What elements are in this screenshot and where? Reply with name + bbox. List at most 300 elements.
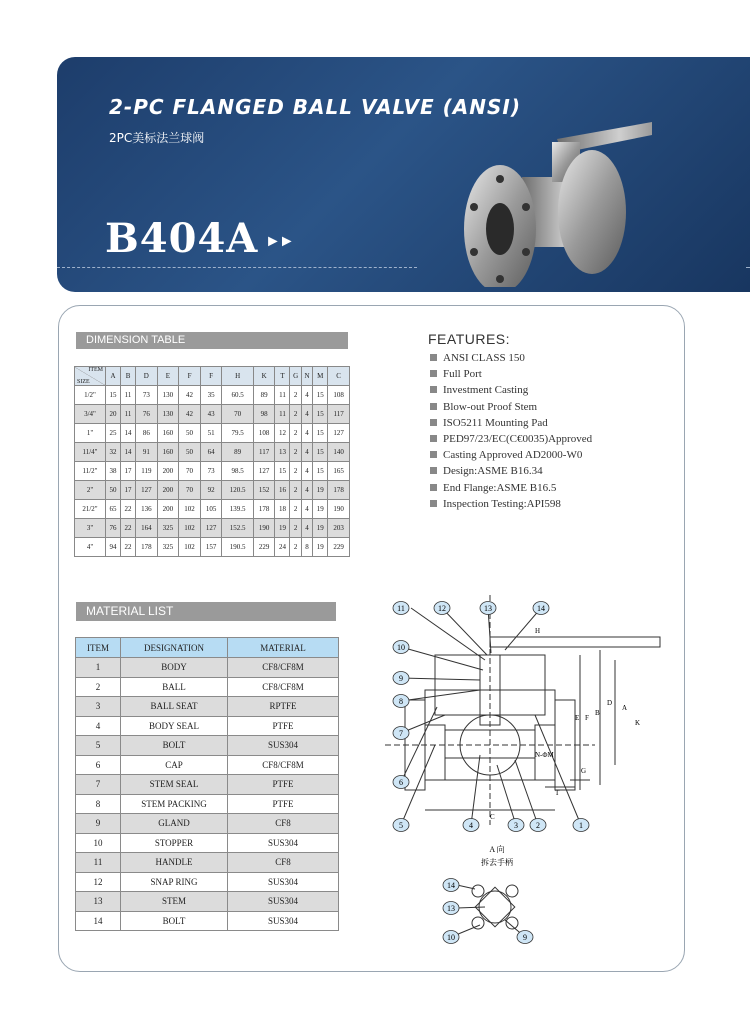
part-callout [517,931,533,944]
table-cell: 127 [136,481,158,500]
table-cell: 4 [301,519,312,538]
table-cell: 60.5 [222,386,253,405]
table-row [76,892,339,912]
column-header: D [136,367,158,386]
column-header: K [253,367,275,386]
table-row [76,736,339,756]
column-header: DESIGNATION [121,638,228,658]
table-cell: 17 [121,481,136,500]
part-callout [434,602,450,615]
table-cell: 13 [275,443,290,462]
table-cell: 8 [301,538,312,557]
table-cell: 102 [179,519,201,538]
callout-number: 2 [536,821,540,830]
feature-text: Investment Casting [443,384,529,397]
table-cell: 200 [157,500,179,519]
table-cell: 50 [106,481,121,500]
part-callout [393,776,409,789]
table-cell: 1/2" [75,386,106,405]
table-cell: PTFE [228,716,339,736]
table-row [75,386,350,405]
dimension-letter: G [581,767,587,775]
column-header: N [301,367,312,386]
table-cell: 140 [328,443,350,462]
table-cell: 35 [200,386,222,405]
table-row [76,755,339,775]
table-cell: BOLT [121,911,228,931]
dotted-divider-right [746,267,750,268]
table-cell: 11/4" [75,443,106,462]
table-cell: 1 [76,658,121,678]
product-title: 2-PC FLANGED BALL VALVE (ANSI) [109,95,521,119]
table-cell: 4" [75,538,106,557]
table-cell: 70 [179,462,201,481]
table-cell: CF8 [228,853,339,873]
bullet-icon [430,484,437,491]
column-header: A [106,367,121,386]
table-cell: 70 [222,405,253,424]
callout-number: 10 [397,643,405,652]
table-cell: 2 [290,462,301,481]
table-cell: 20 [106,405,121,424]
material-header-row [76,638,339,658]
table-cell: 11/2" [75,462,106,481]
table-cell: 15 [313,386,328,405]
dimension-letter: C [490,813,495,821]
table-cell: CAP [121,755,228,775]
table-cell: 190 [253,519,275,538]
column-header: G [290,367,301,386]
table-cell: 200 [157,481,179,500]
part-callout [533,602,549,615]
table-cell: 16 [275,481,290,500]
column-header: ITEM [76,638,121,658]
table-cell: 9 [76,814,121,834]
bullet-icon [430,370,437,377]
column-header: F [200,367,222,386]
table-cell: 105 [200,500,222,519]
part-callout [393,695,409,708]
feature-item [430,382,592,398]
table-cell: 11 [121,405,136,424]
dimension-letter: A [622,704,628,712]
table-cell: 13 [76,892,121,912]
table-cell: 50 [179,424,201,443]
table-cell: 98.5 [222,462,253,481]
callout-number: 13 [484,604,492,613]
table-cell: 14 [76,911,121,931]
table-cell: 152.5 [222,519,253,538]
table-cell: 5 [76,736,121,756]
feature-item [430,366,592,382]
table-cell: 24 [275,538,290,557]
table-row [75,405,350,424]
table-cell: 2 [290,500,301,519]
dimension-letter: K [635,719,641,727]
table-cell: 2 [290,424,301,443]
feature-item [430,496,592,512]
dotted-divider [57,267,417,268]
table-cell: 21/2" [75,500,106,519]
table-cell: 325 [157,538,179,557]
table-cell: 178 [328,481,350,500]
bullet-icon [430,419,437,426]
bullet-icon [430,354,437,361]
callout-number: 14 [537,604,545,613]
table-cell: 2 [290,443,301,462]
table-cell: 15 [313,424,328,443]
table-cell: 25 [106,424,121,443]
callout-number: 6 [399,778,403,787]
valve-section-drawing [385,595,675,955]
table-row [75,500,350,519]
bullet-icon [430,467,437,474]
table-cell: 119 [136,462,158,481]
table-cell: 94 [106,538,121,557]
dimension-letter: N-ΦM [535,751,554,759]
table-cell: BALL SEAT [121,697,228,717]
table-cell: CF8/CF8M [228,677,339,697]
table-cell: 2 [290,481,301,500]
table-cell: 136 [136,500,158,519]
table-cell: 200 [157,462,179,481]
callout-number: 5 [399,821,403,830]
table-row [75,462,350,481]
table-cell: 73 [136,386,158,405]
part-callout [530,819,546,832]
callout-number: 1 [579,821,583,830]
features-title: FEATURES: [428,331,511,347]
feature-text: Inspection Testing:API598 [443,497,561,510]
table-row [76,872,339,892]
table-cell: 160 [157,443,179,462]
table-cell: HANDLE [121,853,228,873]
table-cell: 229 [328,538,350,557]
table-cell: 2 [290,519,301,538]
table-cell: STEM [121,892,228,912]
dimension-letter: T [555,789,560,797]
table-cell: 92 [200,481,222,500]
table-cell: CF8 [228,814,339,834]
callout-number: 9 [523,933,527,942]
corner-item-label: ITEM [88,367,103,373]
callout-number: 13 [447,904,455,913]
table-cell: 4 [301,462,312,481]
table-cell: CF8/CF8M [228,755,339,775]
table-cell: 15 [106,386,121,405]
feature-text: Full Port [443,368,482,381]
product-subtitle: 2PC美标法兰球阀 [109,131,205,145]
table-cell: 127 [253,462,275,481]
table-cell: 139.5 [222,500,253,519]
table-cell: 8 [76,794,121,814]
table-cell: BODY SEAL [121,716,228,736]
callout-number: 12 [438,604,446,613]
table-row [76,716,339,736]
table-cell: 178 [253,500,275,519]
table-cell: 108 [253,424,275,443]
table-cell: 76 [106,519,121,538]
table-cell: 3" [75,519,106,538]
part-callout [480,602,496,615]
table-cell: GLAND [121,814,228,834]
feature-item [430,447,592,463]
table-cell: 190.5 [222,538,253,557]
table-cell: 102 [179,538,201,557]
dimension-table-heading: DIMENSION TABLE [76,332,348,349]
table-row [76,853,339,873]
table-cell: STOPPER [121,833,228,853]
table-cell: 7 [76,775,121,795]
part-callout [508,819,524,832]
table-cell: 4 [301,424,312,443]
table-cell: 42 [179,386,201,405]
table-row [76,775,339,795]
table-cell: 91 [136,443,158,462]
dimension-letter: E [575,714,580,722]
table-cell: 65 [106,500,121,519]
table-row [76,677,339,697]
table-cell: 178 [136,538,158,557]
table-cell: 15 [313,443,328,462]
view-sub-label: 拆去手柄 [481,858,513,867]
column-header: H [222,367,253,386]
feature-item [430,431,592,447]
table-cell: 4 [76,716,121,736]
column-header: C [328,367,350,386]
table-cell: 19 [313,538,328,557]
table-cell: 3 [76,697,121,717]
feature-item [430,350,592,366]
table-cell: 32 [106,443,121,462]
table-cell: 15 [275,462,290,481]
table-cell: 50 [179,443,201,462]
column-header: M [313,367,328,386]
table-cell: SUS304 [228,892,339,912]
dimension-letter: F [585,714,589,722]
view-label: A 向 [489,845,505,854]
table-cell: 18 [275,500,290,519]
table-cell: CF8/CF8M [228,658,339,678]
callout-number: 4 [469,821,473,830]
features-list [430,350,592,512]
table-cell: BODY [121,658,228,678]
table-row [76,658,339,678]
table-cell: SUS304 [228,833,339,853]
part-callout [443,879,459,892]
table-cell: 4 [301,500,312,519]
column-header: E [157,367,179,386]
part-callout [393,819,409,832]
feature-text: Blow-out Proof Stem [443,400,538,413]
callout-number: 3 [514,821,518,830]
feature-text: PED97/23/EC(C€0035)Approved [443,432,593,445]
table-row [76,814,339,834]
callout-number: 7 [399,729,403,738]
table-cell: STEM PACKING [121,794,228,814]
table-cell: 127 [200,519,222,538]
table-row [76,794,339,814]
table-cell: 190 [328,500,350,519]
table-cell: 89 [253,386,275,405]
table-cell: 89 [222,443,253,462]
table-cell: 165 [328,462,350,481]
table-cell: PTFE [228,794,339,814]
feature-text: Casting Approved AD2000-W0 [443,449,583,462]
table-cell: 14 [121,443,136,462]
table-row [76,697,339,717]
table-row [75,424,350,443]
table-cell: STEM SEAL [121,775,228,795]
part-callout [393,641,409,654]
table-cell: 14 [121,424,136,443]
corner-size-label: SIZE [77,379,90,385]
part-callout [393,672,409,685]
table-cell: SNAP RING [121,872,228,892]
table-cell: 120.5 [222,481,253,500]
table-cell: 108 [328,386,350,405]
table-cell: 64 [200,443,222,462]
table-cell: 130 [157,386,179,405]
table-cell: 2 [76,677,121,697]
table-cell: 2 [290,386,301,405]
bullet-icon [430,451,437,458]
table-cell: 15 [313,462,328,481]
dimension-table [74,366,350,557]
table-cell: 11 [275,405,290,424]
table-row [76,911,339,931]
table-cell: 4 [301,405,312,424]
part-callout [573,819,589,832]
table-cell: 164 [136,519,158,538]
feature-text: Design:ASME B16.34 [443,465,543,478]
table-cell: 1" [75,424,106,443]
callout-number: 8 [399,697,403,706]
table-cell: 152 [253,481,275,500]
table-cell: 86 [136,424,158,443]
table-cell: 2" [75,481,106,500]
column-header: MATERIAL [228,638,339,658]
table-cell: 11 [121,386,136,405]
table-cell: 51 [200,424,222,443]
table-cell: 4 [301,443,312,462]
bullet-icon [430,403,437,410]
table-cell: 70 [179,481,201,500]
table-row [76,833,339,853]
table-cell: RPTFE [228,697,339,717]
table-cell: 22 [121,538,136,557]
material-list-heading: MATERIAL LIST [76,602,336,621]
feature-text: End Flange:ASME B16.5 [443,481,557,494]
table-row [75,519,350,538]
callout-number: 11 [397,604,405,613]
bullet-icon [430,435,437,442]
table-cell: 160 [157,424,179,443]
valve-photo [452,87,652,287]
table-row [75,538,350,557]
table-cell: 19 [313,519,328,538]
column-header: F [179,367,201,386]
dimension-letter: D [607,699,613,707]
feature-item [430,480,592,496]
part-callout [463,819,479,832]
table-cell: SUS304 [228,911,339,931]
table-cell: SUS304 [228,872,339,892]
table-cell: 76 [136,405,158,424]
table-cell: 2 [290,538,301,557]
table-cell: 11 [275,386,290,405]
feature-text: ANSI CLASS 150 [443,352,525,364]
table-cell: 127 [328,424,350,443]
table-cell: 6 [76,755,121,775]
table-cell: 98 [253,405,275,424]
table-cell: 4 [301,481,312,500]
table-cell: 42 [179,405,201,424]
dimension-letter: H [535,627,541,635]
table-cell: 3/4" [75,405,106,424]
table-cell: 22 [121,500,136,519]
header-banner [57,57,750,292]
table-cell: 117 [328,405,350,424]
table-row [75,443,350,462]
feature-item [430,399,592,415]
table-cell: 12 [76,872,121,892]
table-cell: 10 [76,833,121,853]
table-cell: 38 [106,462,121,481]
table-cell: 17 [121,462,136,481]
part-callout [393,602,409,615]
table-cell: SUS304 [228,736,339,756]
feature-item [430,415,592,431]
table-cell: 203 [328,519,350,538]
column-header: B [121,367,136,386]
table-cell: 15 [313,405,328,424]
table-cell: 130 [157,405,179,424]
part-callout [443,902,459,915]
corner-cell [75,367,106,386]
bullet-icon [430,500,437,507]
model-number: B404A [105,215,259,262]
table-cell: 19 [313,500,328,519]
dimension-header-row [75,367,350,386]
table-cell: 102 [179,500,201,519]
table-cell: 11 [76,853,121,873]
table-cell: 325 [157,519,179,538]
part-callout [393,727,409,740]
table-cell: 157 [200,538,222,557]
column-header: T [275,367,290,386]
bullet-icon [430,386,437,393]
table-cell: 2 [290,405,301,424]
feature-text: ISO5211 Mounting Pad [443,416,548,429]
table-cell: 73 [200,462,222,481]
table-cell: 43 [200,405,222,424]
table-cell: 12 [275,424,290,443]
table-row [75,481,350,500]
table-cell: BALL [121,677,228,697]
table-cell: BOLT [121,736,228,756]
part-callout [443,931,459,944]
table-cell: 19 [313,481,328,500]
table-cell: 4 [301,386,312,405]
arrows-icon: ►► [265,233,293,250]
feature-item [430,463,592,479]
callout-number: 10 [447,933,455,942]
material-table [75,637,339,931]
table-cell: 229 [253,538,275,557]
callout-number: 14 [447,881,455,890]
table-cell: 19 [275,519,290,538]
